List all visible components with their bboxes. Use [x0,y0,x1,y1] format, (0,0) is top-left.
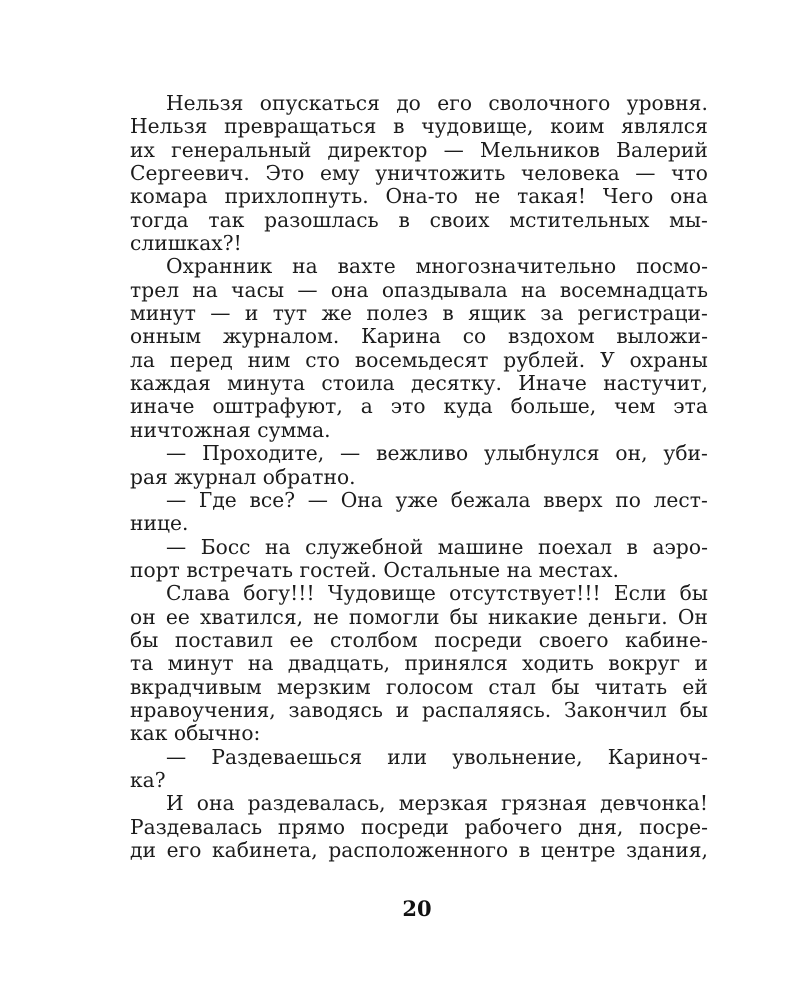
text-line: Нельзя опускаться до его сволочного уровня. [166,91,708,115]
text-line: их генеральный директор — Мельников Валерий [130,137,708,162]
text-line: И она раздевалась, мерзкая грязная девчонка! [166,791,708,816]
text-line: — Босс на служебной машине поехал в аэро- [166,534,708,559]
text-line: онным журналом. Карина со вздохом выложи- [130,324,708,349]
text-line: Охранник на вахте многозначительно посмо- [166,254,708,279]
text-line: Нельзя превращаться в чудовище, коим являлся [130,114,708,139]
text-line: он ее хватился, не помогли бы никакие деньги. Он [130,604,708,629]
text-line: ди его кабинета, расположенного в центре здания, [130,838,708,862]
text-line: минут — и тут же полез в ящик за регистраци- [130,301,708,326]
text-line: порт встречать гостей. Остальные на местах. [130,557,620,582]
text-line: нравоучения, заводясь и распаляясь. Закончил бы [130,697,708,722]
text-line: тогда так разошлась в своих мстительных мы- [130,207,708,232]
text-line: иначе оштрафуют, а это куда больше, чем эта [130,394,708,419]
text-line: вкрадчивым мерзким голосом стал бы читать ей [130,674,708,699]
text-line: трел на часы — она опаздывала на восемнадцать [130,277,708,302]
body-text [130,92,708,862]
text-line: как обычно: [130,721,261,746]
text-line: — Где все? — Она уже бежала вверх по лест- [166,487,708,512]
text-line: Сергеевич. Это ему уничтожить человека — что [130,161,708,186]
text-line: каждая минута стоила десятку. Иначе настучит, [130,371,708,396]
text-line: Раздевалась прямо посреди рабочего дня, посре- [130,814,708,839]
text-line: Слава богу!!! Чудовище отсутствует!!! Если бы [166,581,708,606]
text-line: нице. [130,511,189,536]
text-line: ка? [130,767,166,792]
text-line: — Проходите, — вежливо улыбнулся он, уби- [166,441,708,466]
text-line: рая журнал обратно. [130,464,356,489]
text-line: ла перед ним сто восемьдесят рублей. У охраны [130,347,708,372]
text-line: комара прихлопнуть. Она-то не такая! Чего она [130,184,708,209]
text-line: бы поставил ее столбом посреди своего кабине- [130,627,708,652]
text-line: та минут на двадцать, принялся ходить вокруг и [130,651,708,676]
page-number: 20 [402,896,432,921]
text-line: слишках?! [130,231,242,256]
text-line: — Раздеваешься или увольнение, Кариноч- [166,744,708,769]
text-line: ничтожная сумма. [130,417,331,442]
